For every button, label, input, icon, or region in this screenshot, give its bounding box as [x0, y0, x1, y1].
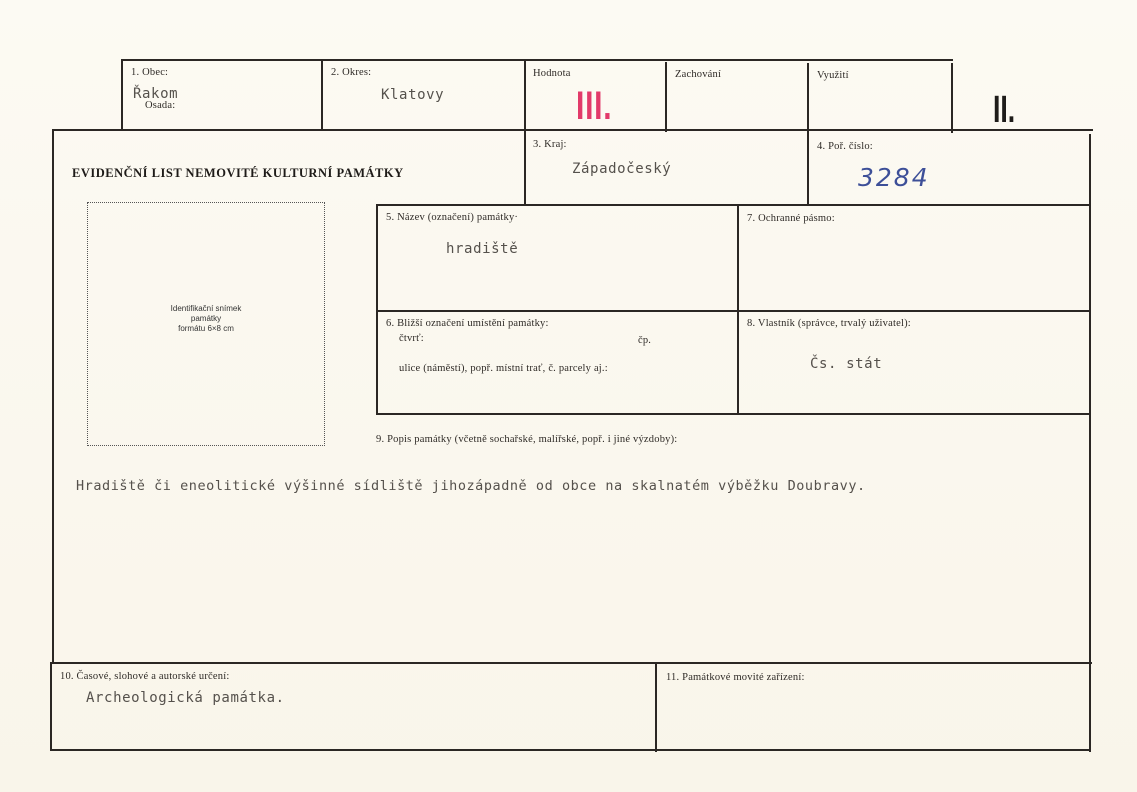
photo-caption-line: formátu 6×8 cm — [178, 324, 234, 333]
form-title: EVIDENČNÍ LIST NEMOVITÉ KULTURNÍ PAMÁTKY — [72, 166, 404, 180]
poradove-cislo-value: 3284 — [858, 163, 930, 192]
photo-caption-line: Identifikační snímek — [170, 304, 242, 313]
okres-value: Klatovy — [381, 87, 445, 103]
casove-urceni-label: 10. Časové, slohové a autorské určení: — [60, 671, 230, 682]
margin-mark: II. — [993, 89, 1016, 131]
kraj-value: Západočeský — [572, 161, 672, 177]
header-left-border — [121, 59, 123, 129]
bottom-middle-border — [655, 664, 657, 752]
zachovani-label: Zachování — [675, 69, 722, 80]
bottom-right-border — [1089, 664, 1091, 752]
photo-placeholder — [87, 202, 325, 446]
umisteni-label: 6. Bližší označení umístění památky: — [386, 318, 549, 329]
hodnota-label: Hodnota — [533, 68, 571, 79]
osada-label: Osada: — [145, 100, 176, 111]
nazev-label: 5. Název (označení) památky· — [386, 212, 519, 223]
header-right-border — [951, 63, 953, 133]
obec-label: 1. Obec: — [131, 67, 169, 78]
hodnota-stamp: III. — [576, 84, 613, 128]
vyuziti-label: Využití — [817, 70, 849, 81]
header-divider-okres — [524, 61, 526, 131]
okres-label: 2. Okres: — [331, 67, 372, 78]
popis-label: 9. Popis památky (včetně sochařské, malířské, popř. i jiné výzdoby): — [376, 434, 678, 445]
row3-top-border — [376, 310, 1091, 312]
popis-value: Hradiště či eneolitické výšinné sídliště jihozápadně od obce na skalnatém výběžku Doubravy. — [76, 478, 866, 494]
header-divider-obec — [321, 60, 323, 130]
header-divider-hodnota — [665, 62, 667, 132]
vlastnik-value: Čs. stát — [810, 356, 883, 372]
popis-bottom-border — [52, 662, 1092, 664]
vlastnik-label: 8. Vlastník (správce, trvalý uživatel): — [747, 318, 911, 329]
cp-label: čp. — [638, 335, 652, 346]
nazev-value: hradiště — [446, 241, 519, 257]
row3-bottom-border — [376, 413, 1091, 415]
box-left-border — [376, 204, 378, 414]
header-divider-zachovani — [807, 63, 809, 133]
ochranne-pasmo-label: 7. Ochranné pásmo: — [747, 213, 835, 224]
form-top-border — [53, 129, 1093, 131]
form-right-border — [1089, 134, 1091, 666]
casove-urceni-value: Archeologická památka. — [86, 690, 285, 706]
ulice-label: ulice (náměstí), popř. místní trať, č. parcely aj.: — [399, 363, 608, 374]
poradove-cislo-label: 4. Poř. číslo: — [817, 141, 873, 152]
header-top-border — [121, 59, 953, 61]
kraj-label: 3. Kraj: — [533, 139, 567, 150]
form-left-border — [52, 129, 54, 662]
ctvrt-label: čtvrť: — [399, 333, 424, 344]
row2-top-border — [376, 204, 1091, 206]
photo-caption — [88, 304, 324, 334]
obec-value: Řakom — [133, 86, 179, 102]
bottom-border — [50, 749, 1091, 751]
photo-caption-line: památky — [190, 314, 222, 323]
movite-zarizeni-label: 11. Památkové movité zařízení: — [666, 672, 805, 683]
cislo-left-border — [807, 132, 809, 206]
kraj-left-border — [524, 130, 526, 205]
bottom-left-border — [50, 662, 52, 750]
